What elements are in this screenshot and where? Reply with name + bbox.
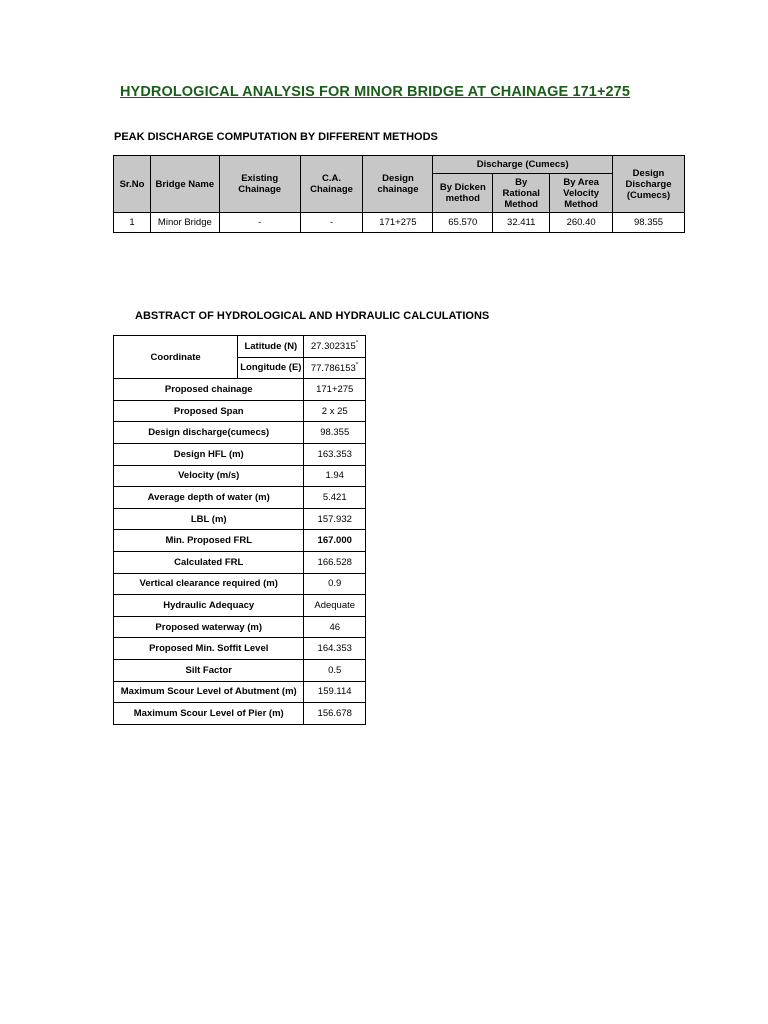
- row-value: 0.5: [304, 659, 366, 681]
- row-label: Maximum Scour Level of Pier (m): [114, 703, 304, 725]
- header-design-chainage: Design chainage: [363, 156, 433, 213]
- row-value: 0.9: [304, 573, 366, 595]
- degree-symbol: °: [355, 361, 359, 369]
- table-row: [114, 551, 366, 573]
- row-label: Hydraulic Adequacy: [114, 595, 304, 617]
- cell-design-chainage: 171+275: [363, 213, 433, 233]
- cell-bridge-name: Minor Bridge: [150, 213, 219, 233]
- longitude-value: 77.786153: [310, 362, 356, 374]
- row-value: Adequate: [304, 595, 366, 617]
- row-label: Proposed Min. Soffit Level: [114, 638, 304, 660]
- table-row: [114, 465, 366, 487]
- table-row: [114, 616, 366, 638]
- row-value: 156.678: [304, 703, 366, 725]
- row-value: 163.353: [304, 443, 366, 465]
- header-by-rational: By Rational Method: [493, 174, 550, 213]
- table-row: [114, 681, 366, 703]
- header-bridge-name: Bridge Name: [150, 156, 219, 213]
- cell-by-area-velocity: 260.40: [550, 213, 613, 233]
- header-by-dicken: By Dicken method: [433, 174, 493, 213]
- row-value: 157.932: [304, 508, 366, 530]
- cell-design-discharge: 98.355: [613, 213, 685, 233]
- peak-discharge-heading: PEAK DISCHARGE COMPUTATION BY DIFFERENT METHODS: [114, 131, 438, 143]
- row-value: 171+275: [304, 379, 366, 401]
- row-value: 1.94: [304, 465, 366, 487]
- row-label: Proposed waterway (m): [114, 616, 304, 638]
- cell-ca-chainage: -: [300, 213, 363, 233]
- row-value: 2 x 25: [304, 400, 366, 422]
- longitude-cell: [304, 357, 366, 379]
- row-value: 164.353: [304, 638, 366, 660]
- abstract-table: [113, 335, 366, 725]
- peak-discharge-table: [113, 155, 685, 233]
- table-row: [114, 213, 685, 233]
- table-row: [114, 703, 366, 725]
- header-srno: Sr.No: [114, 156, 151, 213]
- table-row: [114, 443, 366, 465]
- row-label: Proposed Span: [114, 400, 304, 422]
- row-value: 98.355: [304, 422, 366, 444]
- row-value: 166.528: [304, 551, 366, 573]
- latitude-cell: [304, 336, 366, 358]
- table-row: [114, 595, 366, 617]
- latitude-label: Latitude (N): [238, 336, 304, 358]
- row-label: Velocity (m/s): [114, 465, 304, 487]
- header-existing-chainage: Existing Chainage: [219, 156, 300, 213]
- row-value: 159.114: [304, 681, 366, 703]
- cell-existing-chainage: -: [219, 213, 300, 233]
- cell-srno: 1: [114, 213, 151, 233]
- row-label: Design HFL (m): [114, 443, 304, 465]
- table-row: [114, 487, 366, 509]
- row-label: Maximum Scour Level of Abutment (m): [114, 681, 304, 703]
- row-label: Min. Proposed FRL: [114, 530, 304, 552]
- row-value: 5.421: [304, 487, 366, 509]
- table-row: [114, 638, 366, 660]
- table-row: [114, 379, 366, 401]
- table-row: [114, 573, 366, 595]
- table-row: [114, 530, 366, 552]
- row-label: LBL (m): [114, 508, 304, 530]
- latitude-value: 27.302315: [310, 341, 356, 353]
- row-label: Silt Factor: [114, 659, 304, 681]
- row-label: Design discharge(cumecs): [114, 422, 304, 444]
- header-discharge-group: Discharge (Cumecs): [433, 156, 613, 174]
- header-by-area-velocity: By Area Velocity Method: [550, 174, 613, 213]
- row-label: Proposed chainage: [114, 379, 304, 401]
- row-value: 167.000: [304, 530, 366, 552]
- row-value: 46: [304, 616, 366, 638]
- row-label: Calculated FRL: [114, 551, 304, 573]
- abstract-heading: ABSTRACT OF HYDROLOGICAL AND HYDRAULIC CALCULATIONS: [135, 310, 490, 322]
- header-design-discharge: Design Discharge (Cumecs): [613, 156, 685, 213]
- table-row: [114, 659, 366, 681]
- coordinate-label: Coordinate: [114, 336, 238, 379]
- table-row: [114, 508, 366, 530]
- row-label: Vertical clearance required (m): [114, 573, 304, 595]
- longitude-label: Longitude (E): [238, 357, 304, 379]
- cell-by-rational: 32.411: [493, 213, 550, 233]
- row-label: Average depth of water (m): [114, 487, 304, 509]
- table-row: [114, 422, 366, 444]
- degree-symbol: °: [355, 340, 359, 348]
- page-title: HYDROLOGICAL ANALYSIS FOR MINOR BRIDGE AT CHAINAGE 171+275: [119, 84, 631, 100]
- table-row: [114, 400, 366, 422]
- header-ca-chainage: C.A. Chainage: [300, 156, 363, 213]
- cell-by-dicken: 65.570: [433, 213, 493, 233]
